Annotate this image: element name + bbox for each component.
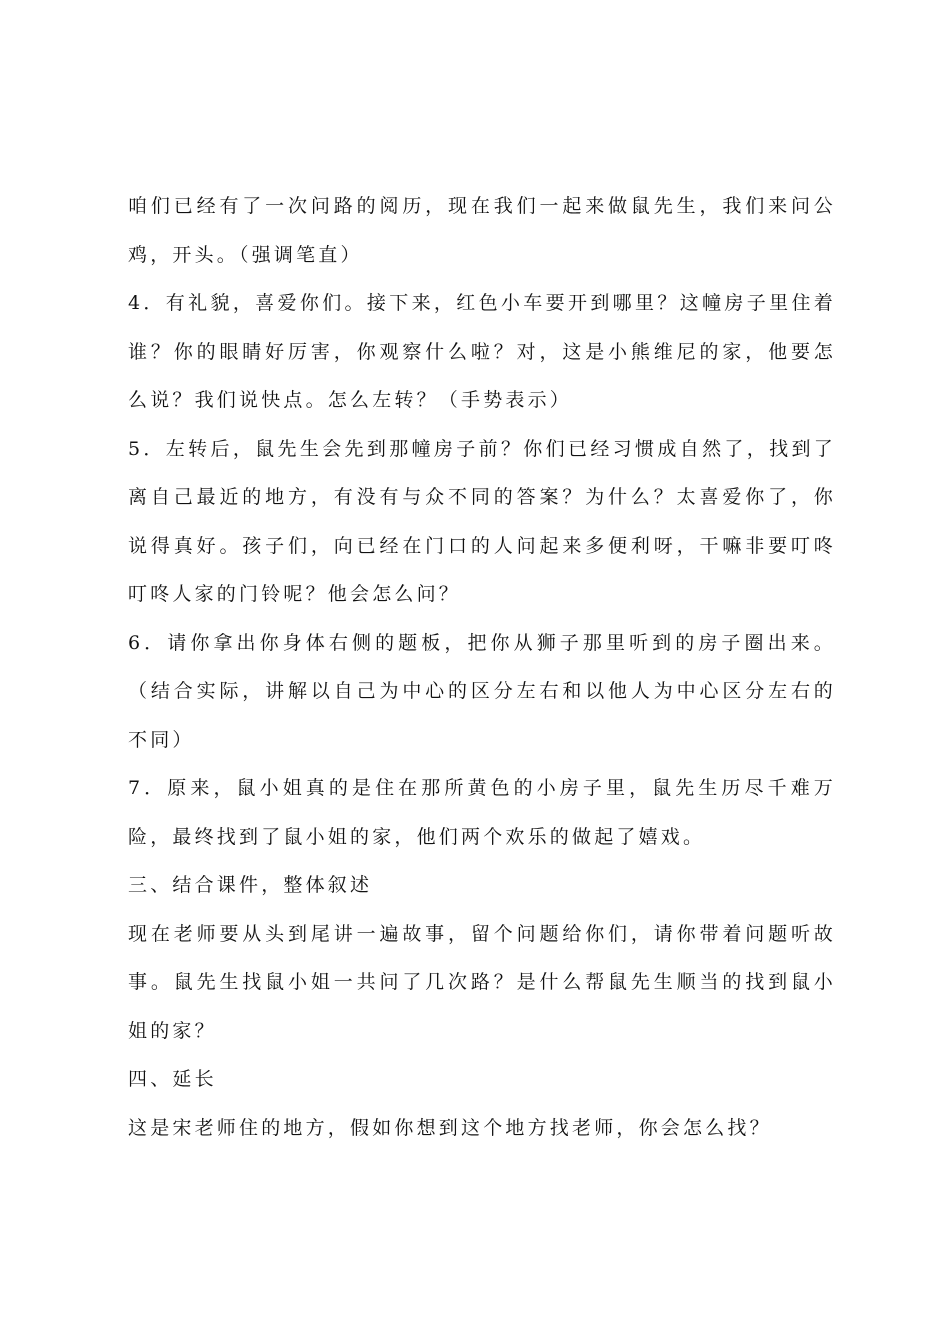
paragraph-step-4: 4．有礼貌，喜爱你们。接下来，红色小车要开到哪里？这幢房子里住着谁？你的眼睛好厉害，你观察什么啦？对，这是小熊维尼的家，他要怎么说？我们说快点。怎么左转？（手势表示） (128, 292, 836, 411)
paragraph-extension: 这是宋老师住的地方，假如你想到这个地方找老师，你会怎么找？ (128, 1116, 772, 1139)
paragraph-retell: 现在老师要从头到尾讲一遍故事，留个问题给你们，请你带着问题听故事。鼠先生找鼠小姐一共问了几次路？是什么帮鼠先生顺当的找到鼠小姐的家？ (128, 922, 836, 1042)
paragraph-ask-rooster: 咱们已经有了一次问路的阅历，现在我们一起来做鼠先生，我们来问公鸡，开头。（强调笔直） (128, 195, 836, 266)
paragraph-step-6: 6．请你拿出你身体右侧的题板，把你从狮子那里听到的房子圈出来。（结合实际，讲解以自己为中心的区分左右和以他人为中心区分左右的不同） (128, 631, 836, 751)
paragraph-step-7: 7．原来，鼠小姐真的是住在那所黄色的小房子里，鼠先生历尽千难万险，最终找到了鼠小姐的家，他们两个欢乐的做起了嬉戏。 (128, 777, 836, 848)
section-heading-extension: 四、延长 (128, 1068, 217, 1090)
section-heading-retell: 三、结合课件，整体叙述 (128, 874, 373, 896)
document-body (128, 182, 836, 1152)
paragraph-step-5: 5．左转后，鼠先生会先到那幢房子前？你们已经习惯成自然了，找到了离自己最近的地方，有没有与众不同的答案？为什么？太喜爱你了，你说得真好。孩子们，向已经在门口的人问起来多便利呀，干嘛非要叮咚叮咚人家的门铃呢？他会怎么问？ (128, 437, 836, 605)
